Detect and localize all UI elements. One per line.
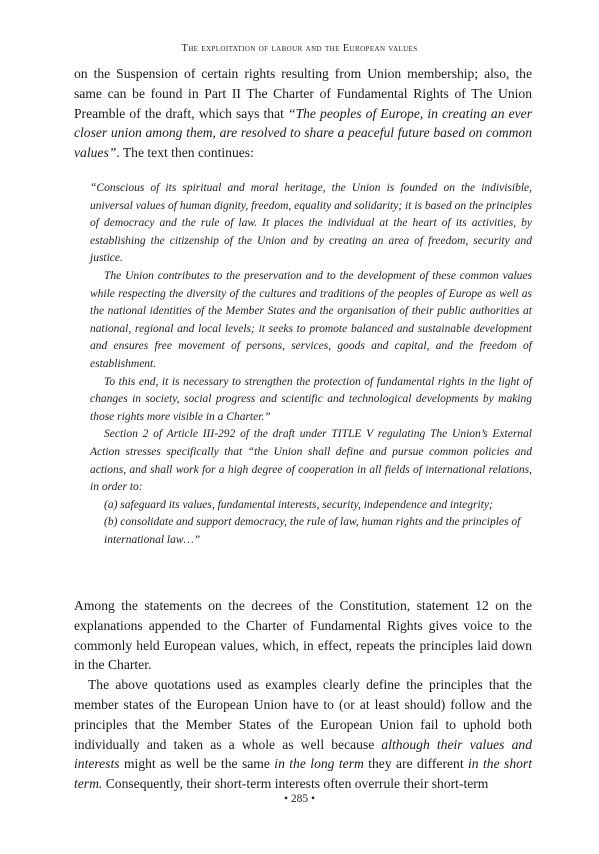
running-head: The exploitation of labour and the European values (181, 43, 418, 54)
intro-text-2: . The text then continues: (116, 145, 254, 161)
quote-item-b-continued: international law…” (104, 533, 201, 546)
closing-paragraph-2 (74, 675, 532, 794)
quote-paragraph-2: The Union contributes to the preservation and to the development of these common values while respecting the diversity of the cultures and traditions of the peoples of Europe as well as the national identities of the Member States and the organisation of their public authorities at national, regional and local levels; it seeks to promote balanced and sustainable development and ensures free movement of persons, services, goods and capital, and the freedom of establishment. (90, 269, 532, 370)
closing-italic-1: although their values and interests (74, 736, 532, 772)
quote-paragraph-4: Section 2 of Article III-292 of the draft under TITLE V regulating The Union’s External Action stresses specifically that “the Union shall define and pursue common policies and actions, and shall work for a high degree of cooperation in all fields of international relations, in order to: (90, 428, 532, 494)
intro-text-1: on the Suspension of certain rights resulting from Union membership; also, the same can be found in Part II The Charter of Fundamental Rights of The Union Preamble of the draft, which says that (74, 66, 532, 121)
quote-paragraph-3: To this end, it is necessary to strengthen the protection of fundamental rights in the light of changes in society, social progress and scientific and technological developments by making those rights more visible in a Charter.” (90, 375, 532, 423)
closing-section (74, 596, 532, 794)
closing-paragraph-1: Among the statements on the decrees of the Constitution, statement 12 on the explanations appended to the Charter of Fundamental Rights gives voice to the commonly held European values, which, in effect, repeats the principles laid down in the Charter. (74, 598, 532, 673)
quote-item-b: (b) consolidate and support democracy, the rule of law, human rights and the principles of (104, 516, 521, 529)
closing-text-c: they are different (363, 756, 469, 772)
block-quotation (90, 180, 532, 549)
page-number: • 285 • (283, 793, 316, 805)
closing-text-a: The above quotations used as examples clearly define the principles that the member states of the European Union have to (or at least should) follow and the principles that the Member States of the European Union fail to uphold both individually and taken as a whole as well because (74, 677, 532, 752)
closing-italic-3: in the short term. (74, 756, 532, 792)
closing-text-d: Consequently, their short-term interests often overrule their short-term (102, 776, 489, 792)
closing-text-b: might as well be the same (119, 756, 275, 772)
closing-italic-2: in the long term (274, 756, 364, 772)
quote-paragraph-1: “Conscious of its spiritual and moral heritage, the Union is founded on the indivisible, universal values of human dignity, freedom, equality and solidarity; it is based on the principles of democracy and the rule of law. It places the individual at the heart of its activities, by establishing the citizenship of the Union and by creating an area of freedom, security and justice. (90, 182, 532, 265)
intro-paragraph (74, 64, 532, 163)
intro-quote: “The peoples of Europe, in creating an ever closer union among them, are resolved to share a peaceful future based on common values” (74, 105, 532, 161)
quote-item-a: (a) safeguard its values, fundamental interests, security, independence and integrity; (104, 498, 493, 511)
